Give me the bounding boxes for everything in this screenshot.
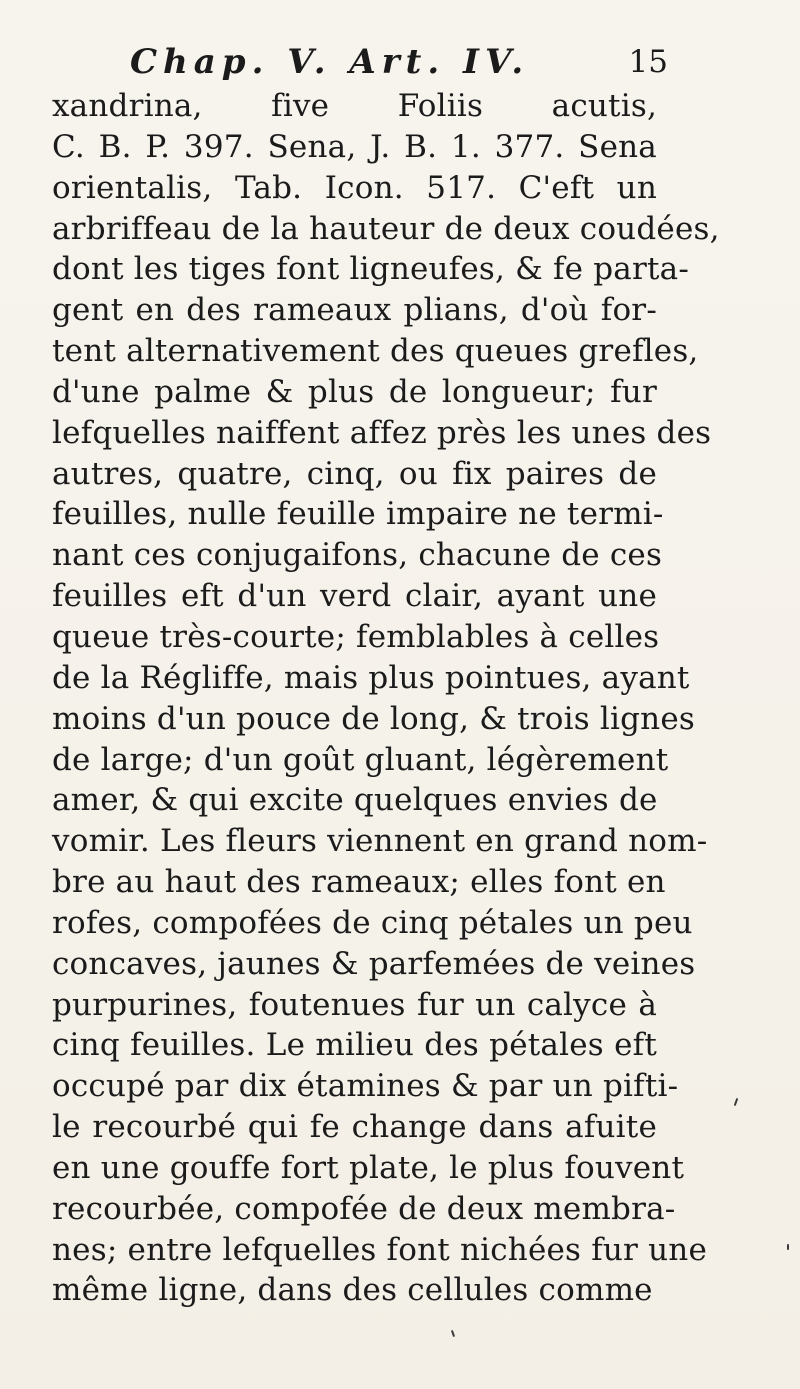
- text-line: xandrina, five Foliis acutis,: [52, 88, 657, 124]
- text-line: cinq feuilles. Le milieu des pétales eft: [52, 1027, 657, 1064]
- text-line: de la Régliffe, mais plus pointues, ayant: [52, 659, 690, 696]
- text-line: feuilles eft d'un verd clair, ayant une: [52, 578, 657, 615]
- text-line: bre au haut des rameaux; elles font en: [52, 864, 666, 901]
- ink-speck: [734, 1098, 739, 1106]
- text-line: lefquelles naiffent affez près les unes des: [52, 414, 712, 451]
- text-line: vomir. Les fleurs viennent en grand nom-: [52, 823, 708, 860]
- text-line: occupé par dix étamines & par un pifti-: [52, 1068, 679, 1105]
- text-line: même ligne, dans des cellules comme: [52, 1272, 653, 1309]
- text-line: moins d'un pouce de long, & trois lignes: [52, 700, 695, 737]
- text-line: arbriffeau de la hauteur de deux coudées,: [52, 210, 720, 247]
- text-line: queue très-courte; femblables à celles: [52, 618, 660, 655]
- page-number: 15: [628, 44, 668, 80]
- text-line: en une gouffe fort plate, le plus fouvent: [52, 1149, 685, 1186]
- body-text: [52, 86, 720, 1311]
- page-header: [130, 42, 668, 88]
- text-line: le recourbé qui fe change dans afuite: [52, 1109, 657, 1146]
- text-line: d'une palme & plus de longueur; fur: [52, 373, 657, 410]
- text-line: concaves, jaunes & parfemées de veines: [52, 945, 696, 982]
- text-line: feuilles, nulle feuille impaire ne termi-: [52, 496, 664, 533]
- text-line: nant ces conjugaifons, chacune de ces: [52, 537, 663, 574]
- text-line: dont les tiges font ligneufes, & fe parta-: [52, 251, 690, 288]
- text-line: amer, & qui excite quelques envies de: [52, 782, 658, 819]
- text-line: C. B. P. 397. Sena, J. B. 1. 377. Sena: [52, 128, 657, 165]
- text-line: tent alternativement des queues grefles,: [52, 333, 699, 370]
- text-line: gent en des rameaux plians, d'où for-: [52, 292, 657, 329]
- text-line: nes; entre lefquelles font nichées fur une: [52, 1231, 707, 1268]
- text-line: rofes, compofées de cinq pétales un peu: [52, 904, 693, 941]
- text-line: orientalis, Tab. Icon. 517. C'eft un: [52, 169, 657, 206]
- running-head: Chap. V. Art. IV.: [130, 42, 530, 82]
- ink-speck: [451, 1330, 455, 1337]
- text-line: purpurines, foutenues fur un calyce à: [52, 986, 657, 1023]
- text-line: de large; d'un goût gluant, légèrement: [52, 741, 669, 778]
- text-line: autres, quatre, cinq, ou fix paires de: [52, 455, 657, 492]
- text-line: recourbée, compofée de deux membra-: [52, 1190, 676, 1227]
- ink-speck: [787, 1244, 789, 1250]
